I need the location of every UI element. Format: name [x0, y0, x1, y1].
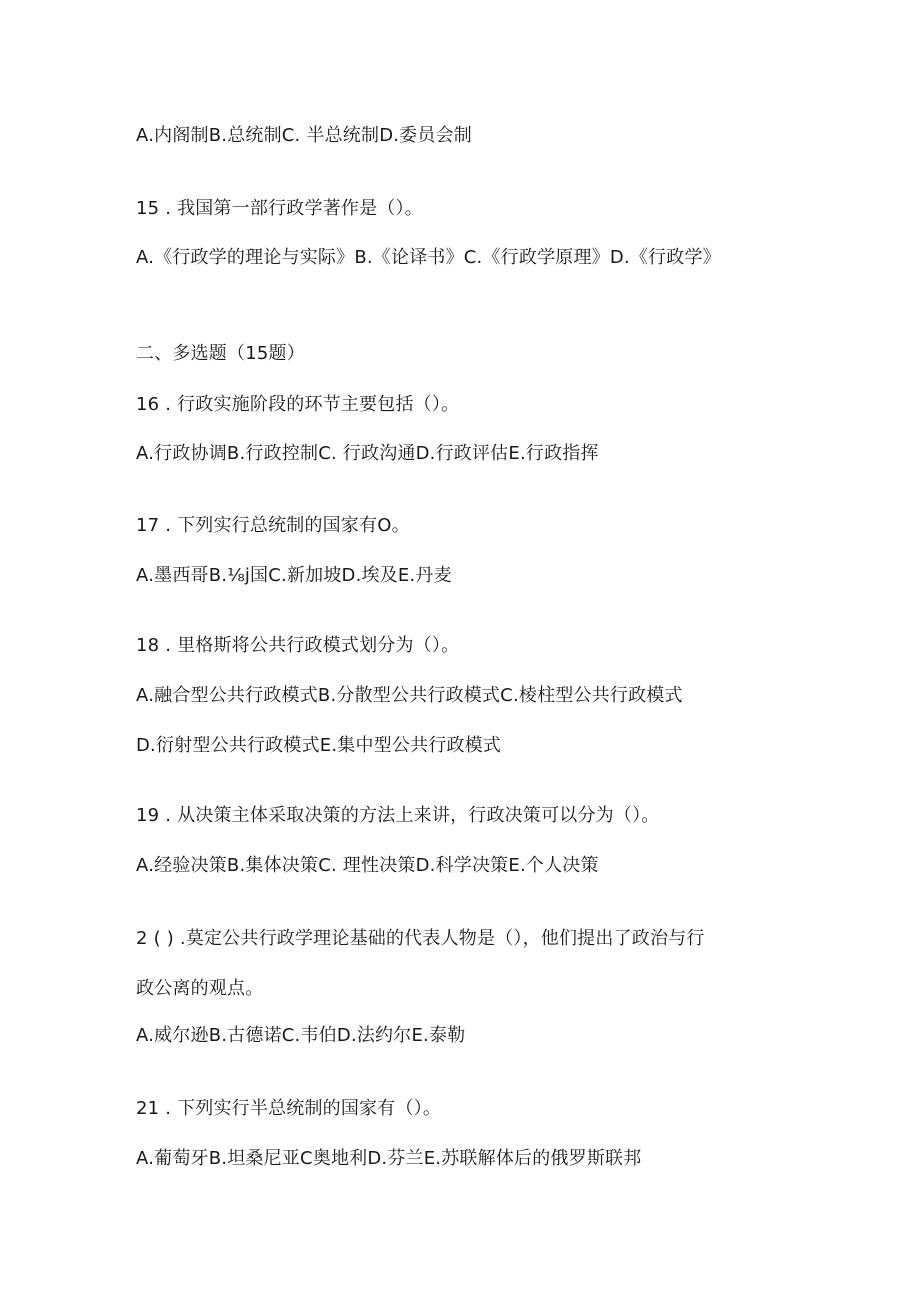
q18-question: 18 . 里格斯将公共行政模式划分为（）。 [136, 635, 460, 656]
q21-question: 21 . 下列实行半总统制的国家有（）。 [136, 1098, 442, 1119]
q19-options: A.经验决策B.集体决策C. 理性决策D.科学决策E.个人决策 [136, 855, 599, 876]
q21-options: A.葡萄牙B.坦桑尼亚C奥地利D.芬兰E.苏联解体后的俄罗斯联邦 [136, 1148, 642, 1169]
q16-options: A.行政协调B.行政控制C. 行政沟通D.行政评估E.行政指挥 [136, 443, 599, 464]
q18-options-line1: A.融合型公共行政模式B.分散型公共行政模式C.棱柱型公共行政模式 [136, 685, 683, 706]
q20-question-line1: 2 ( ) .莫定公共行政学理论基础的代表人物是（），他们提出了政治与行 [136, 928, 705, 949]
q20-options: A.威尔逊B.古德诺C.韦伯D.法约尔E.泰勒 [136, 1025, 466, 1046]
q15-options: A.《行政学的理论与实际》B.《论译书》C.《行政学原理》D.《行政学》 [136, 247, 721, 268]
q19-question: 19 . 从决策主体采取决策的方法上来讲，行政决策可以分为（）。 [136, 805, 660, 826]
q20-question-line2: 政公离的观点。 [136, 978, 264, 999]
section-heading-multiple-choice: 二、多选题（15题） [136, 343, 305, 364]
q17-options: A.墨西哥B.⅛j国C.新加坡D.埃及E.丹麦 [136, 565, 452, 586]
q17-question: 17 . 下列实行总统制的国家有O。 [136, 515, 410, 536]
q14-options: A.内阁制B.总统制C. 半总统制D.委员会制 [136, 125, 472, 146]
q15-question: 15 . 我国第一部行政学著作是（）。 [136, 198, 423, 219]
q16-question: 16 . 行政实施阶段的环节主要包括（）。 [136, 394, 460, 415]
q18-options-line2: D.衍射型公共行政模式E.集中型公共行政模式 [136, 735, 502, 756]
